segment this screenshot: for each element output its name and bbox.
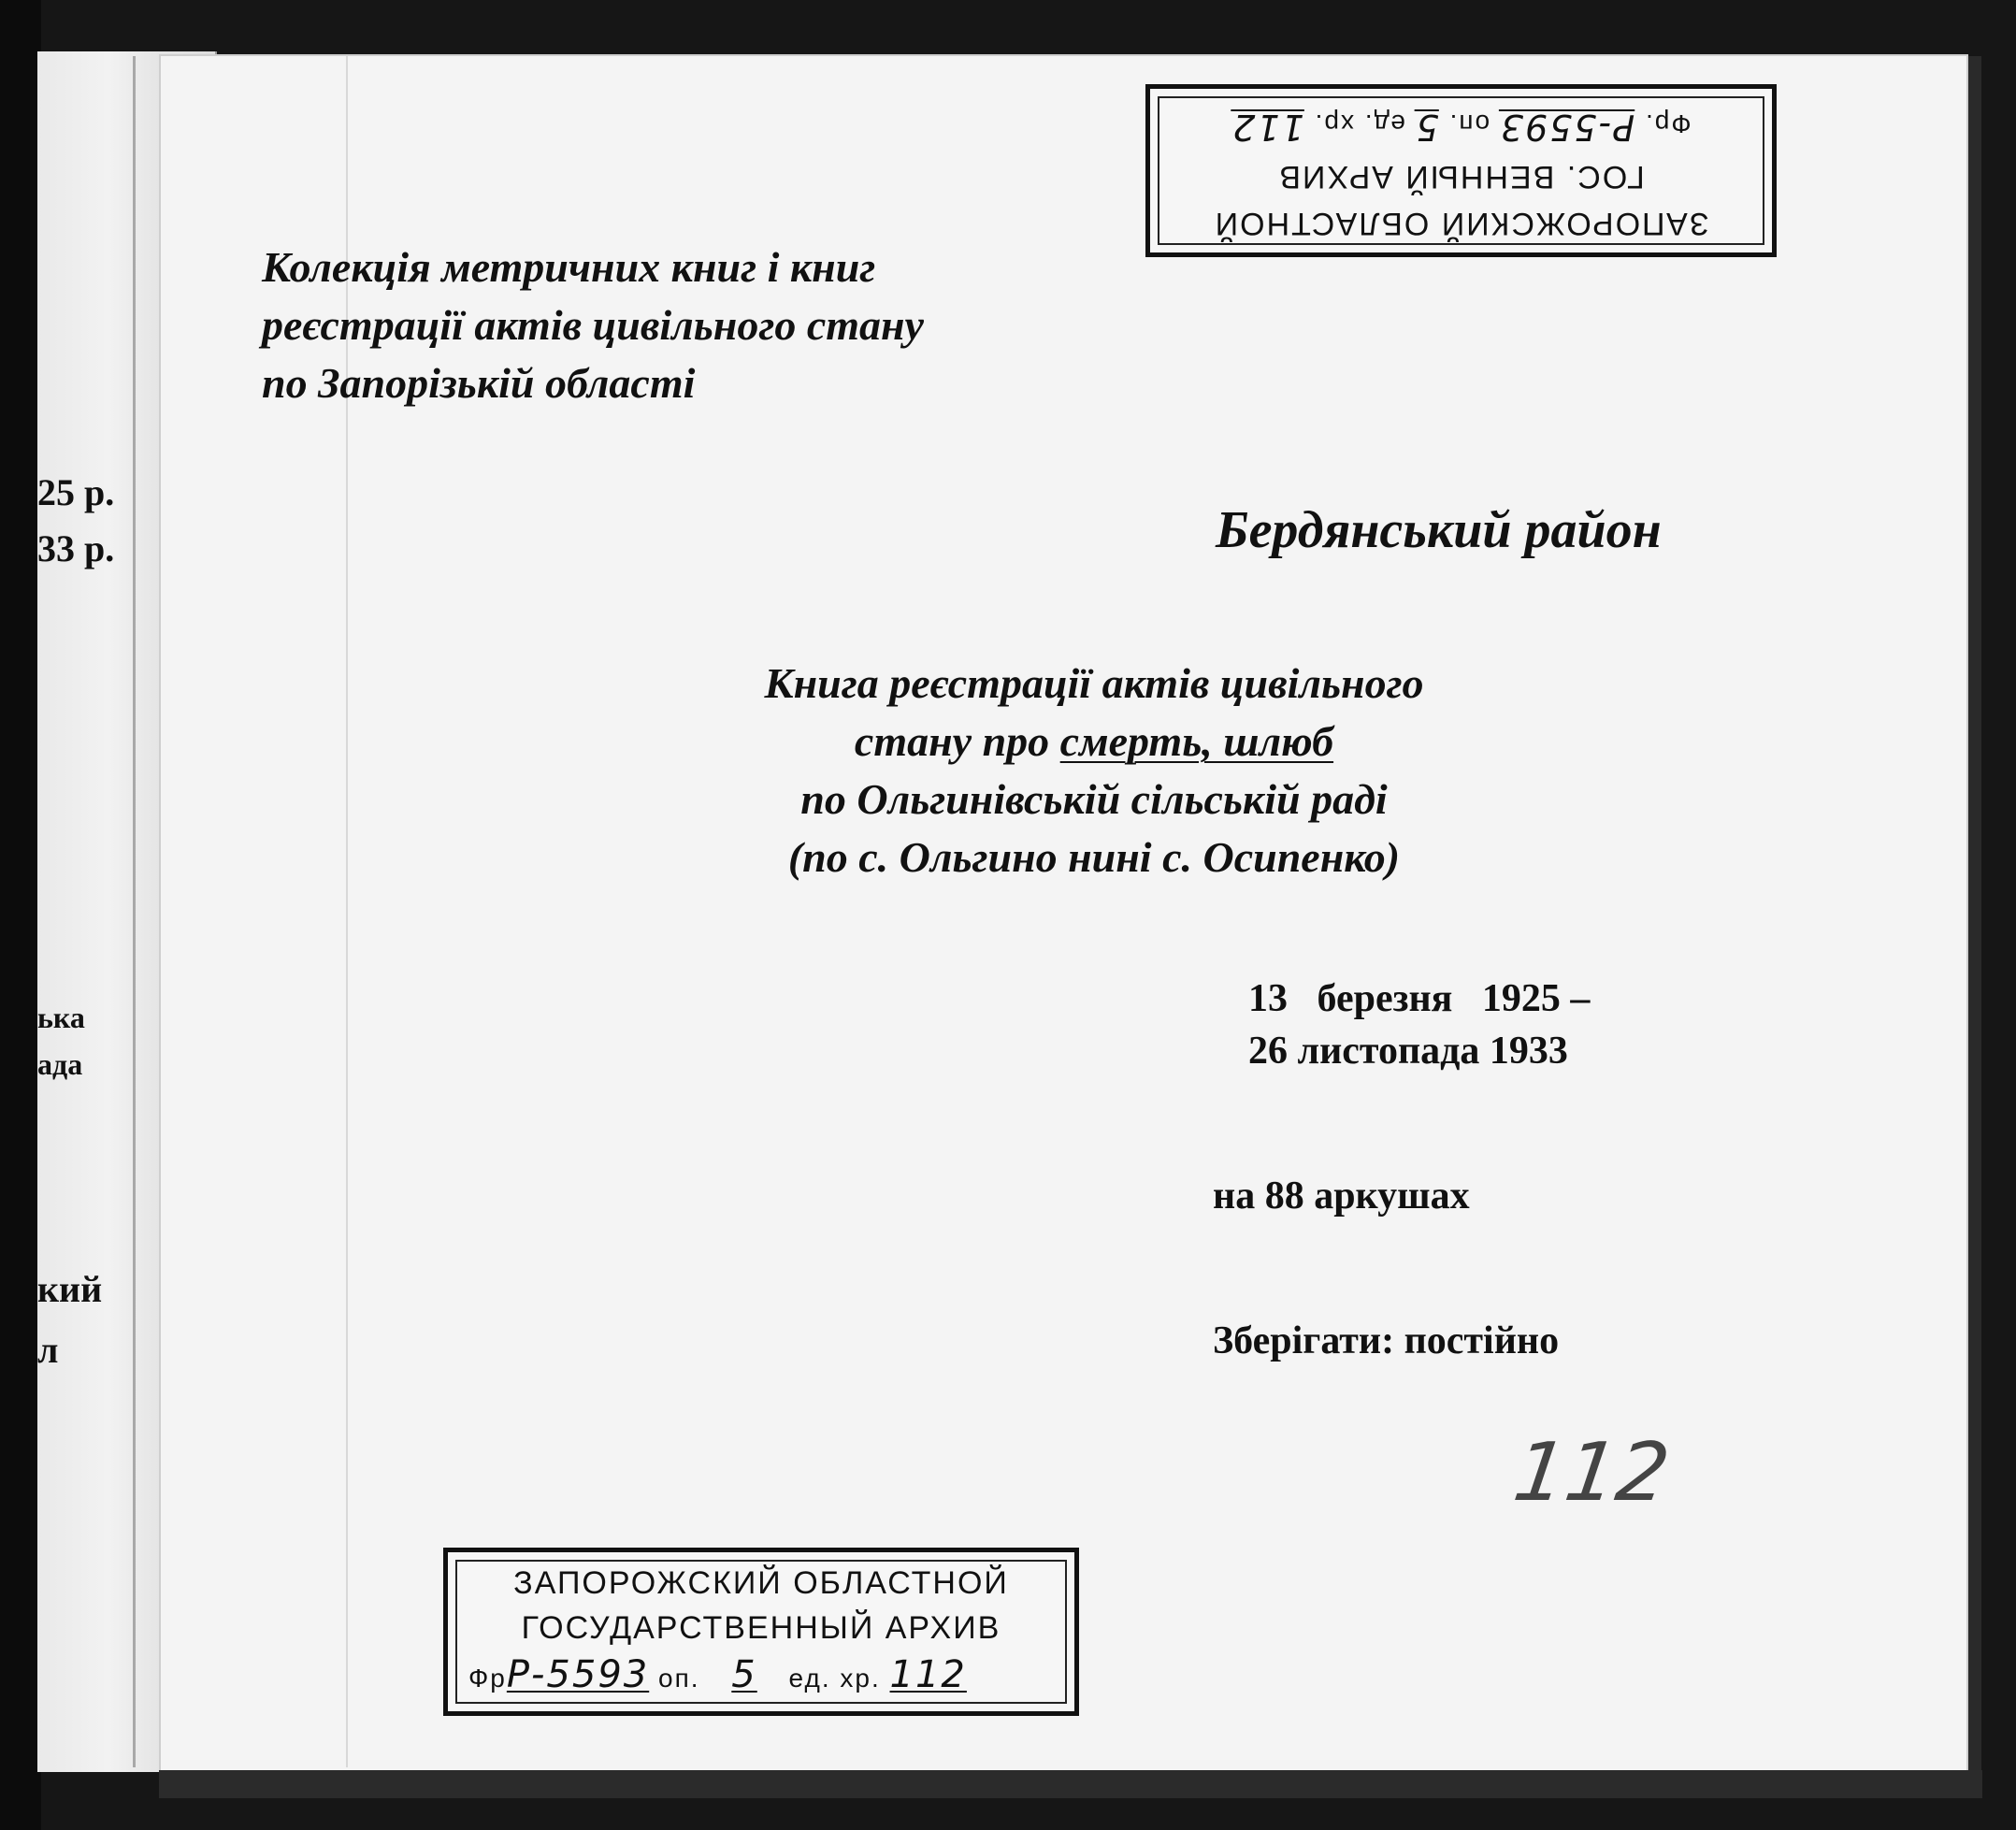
spine-fragment: кий	[37, 1268, 103, 1310]
stamp-line1: ЗАПОРОЖСКИЙ ОБЛАСТНОЙ	[513, 1565, 1009, 1601]
page-right-edge	[1968, 56, 1981, 1777]
spine-fragment: 25 р.	[37, 471, 115, 513]
spine-fragment: л	[37, 1329, 59, 1371]
spine-fragment: ька	[37, 1001, 85, 1034]
spine-fold-line	[133, 56, 136, 1767]
archive-stamp-inverted	[1145, 84, 1777, 257]
stamp-top-line2: ГОС. ВЕННЫЙ АРХИВ	[1277, 159, 1645, 195]
stamp-item-label: ед. хр.	[788, 1664, 881, 1693]
date-start: 13 березня 1925 –	[1248, 977, 1591, 1020]
stamp-fond-label: Фр	[468, 1664, 507, 1693]
stamp-top-item-value: 112	[1231, 107, 1304, 148]
spine-fragment: 33 р.	[37, 527, 115, 569]
stamp-top-op-label: оп.	[1447, 109, 1490, 138]
stamp-fond-value: Р-5593	[506, 1653, 650, 1696]
handwritten-number: 112	[1507, 1426, 1676, 1520]
spine-fragment: ада	[37, 1047, 83, 1081]
stamp-top-line3	[1150, 107, 1772, 148]
book-title-line: Книга реєстрації актів цивільного	[764, 659, 1424, 707]
collection-title-line: Колекція метричних книг і книг	[262, 243, 876, 291]
district-title: Бердянський район	[1216, 501, 1662, 559]
page-bottom-edge	[159, 1770, 1982, 1798]
retention-period: Зберігати: постійно	[1213, 1319, 1560, 1362]
stamp-top-fond-label: Фр.	[1644, 109, 1692, 138]
stamp-op-value: 5	[731, 1653, 757, 1696]
stamp-item-value: 112	[889, 1653, 967, 1696]
book-title-prefix: стану про	[854, 717, 1060, 765]
book-record-type: смерть, шлюб	[1059, 717, 1334, 765]
sheet-count: на 88 аркушах	[1213, 1174, 1470, 1218]
book-title-line: по Ольгинівській сільській раді	[800, 775, 1388, 823]
book-title-line	[692, 713, 1496, 771]
date-range	[1248, 973, 1590, 1077]
collection-title-line: реєстрації актів цивільного стану	[262, 301, 924, 349]
stamp-top-fond-value: Р-5593	[1498, 107, 1635, 148]
stamp-top-line1: ЗАПОРОЖСКИЙ ОБЛАСТНОЙ	[1213, 206, 1709, 241]
scan-left-shadow	[0, 0, 41, 1830]
stamp-op-label: оп.	[658, 1664, 700, 1693]
stamp-line2: ГОСУДАРСТВЕННЫЙ АРХИВ	[521, 1610, 1001, 1646]
archive-stamp	[443, 1548, 1079, 1716]
stamp-top-op-value: 5	[1414, 107, 1439, 148]
collection-title	[262, 238, 924, 412]
collection-title-line: по Запорізькій області	[262, 359, 696, 407]
book-title	[692, 655, 1496, 886]
book-title-line: (по с. Ольгино нині с. Осипенко)	[787, 833, 1401, 881]
stamp-line3	[448, 1653, 1074, 1696]
date-end: 26 листопада 1933	[1248, 1030, 1568, 1073]
stamp-top-item-label: ед. хр.	[1313, 109, 1405, 138]
